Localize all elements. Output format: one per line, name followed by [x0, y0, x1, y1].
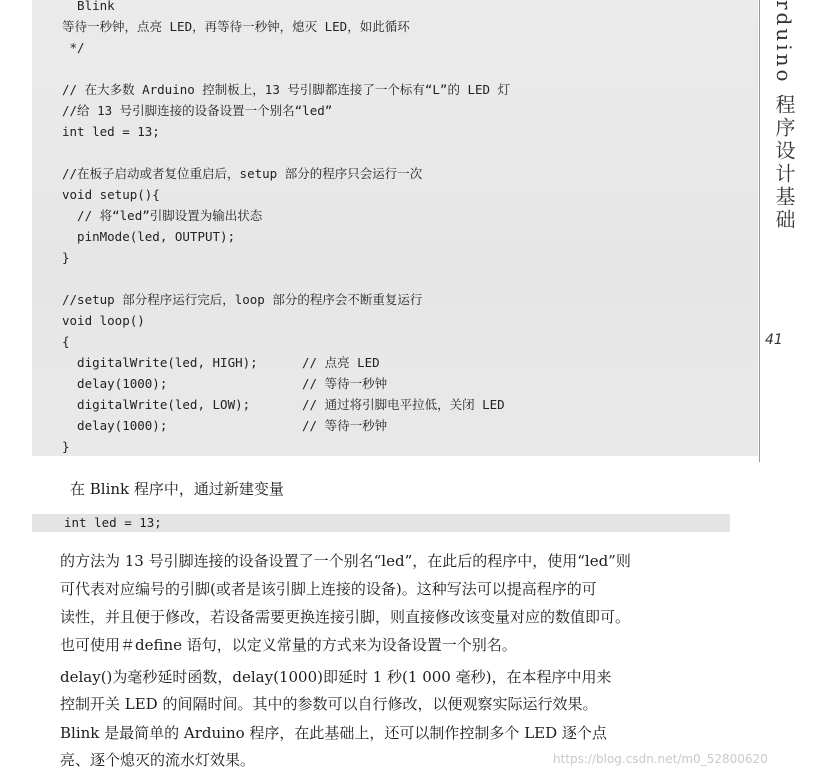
paragraph-line: delay()为毫秒延时函数，delay(1000)即延时 1 秒(1 000 毫秒)，在本程序中用来 — [60, 668, 612, 686]
code-line: Blink — [62, 0, 115, 13]
code-line: void setup(){ — [62, 187, 160, 202]
code-line: int led = 13; — [62, 124, 160, 139]
paragraph-line: Blink 是最简单的 Arduino 程序，在此基础上，还可以制作控制多个 LED 逐个点 — [60, 724, 607, 742]
code-line: // 将“led”引脚设置为输出状态 — [62, 208, 263, 223]
paragraph-line: 也可使用＃define 语句，以定义常量的方式来为设备设置一个别名。 — [60, 636, 517, 654]
code-line: } — [62, 439, 70, 454]
code-line: digitalWrite(led, LOW); — [62, 397, 251, 412]
code-line: void loop() — [62, 313, 145, 328]
code-comment: // 等待一秒钟 — [302, 418, 388, 433]
paragraph-line: 亮、逐个熄灭的流水灯效果。 — [60, 751, 256, 769]
code-line: //在板子启动或者复位重启后，setup 部分的程序只会运行一次 — [62, 166, 423, 181]
paragraph-line: 读性，并且便于修改，若设备需要更换连接引脚，则直接修改该变量对应的数值即可。 — [60, 608, 631, 626]
chapter-running-head: rduino 程序设计基础 — [772, 0, 796, 232]
code-line: //给 13 号引脚连接的设备设置一个别名“led” — [62, 103, 333, 118]
page-number: 41 — [765, 332, 783, 348]
code-line: { — [62, 334, 70, 349]
code-line: 等待一秒钟，点亮 LED，再等待一秒钟，熄灭 LED，如此循环 — [62, 19, 410, 34]
code-comment: // 点亮 LED — [302, 355, 380, 370]
code-line: digitalWrite(led, HIGH); — [62, 355, 258, 370]
intro-line: 在 Blink 程序中，通过新建变量 — [70, 480, 284, 498]
paragraph-line: 控制开关 LED 的间隔时间。其中的参数可以自行修改，以便观察实际运行效果。 — [60, 695, 598, 713]
code-line: delay(1000); — [62, 418, 168, 433]
watermark-url: https://blog.csdn.net/m0_52800620 — [553, 752, 768, 766]
margin-divider — [759, 0, 760, 462]
code-comment: // 等待一秒钟 — [302, 376, 388, 391]
code-line: //setup 部分程序运行完后，loop 部分的程序会不断重复运行 — [62, 292, 423, 307]
paragraph-line: 可代表对应编号的引脚(或者是该引脚上连接的设备)。这种写法可以提高程序的可 — [60, 580, 597, 598]
code-line: } — [62, 250, 70, 265]
code-line: */ — [62, 40, 85, 55]
code-line: pinMode(led, OUTPUT); — [62, 229, 236, 244]
inline-code: int led = 13; — [64, 515, 162, 530]
code-comment: // 通过将引脚电平拉低，关闭 LED — [302, 397, 505, 412]
code-line: delay(1000); — [62, 376, 168, 391]
code-line: // 在大多数 Arduino 控制板上，13 号引脚都连接了一个标有“L”的 LED 灯 — [62, 82, 511, 97]
paragraph-line: 的方法为 13 号引脚连接的设备设置了一个别名“led”，在此后的程序中，使用“led”则 — [60, 552, 631, 570]
